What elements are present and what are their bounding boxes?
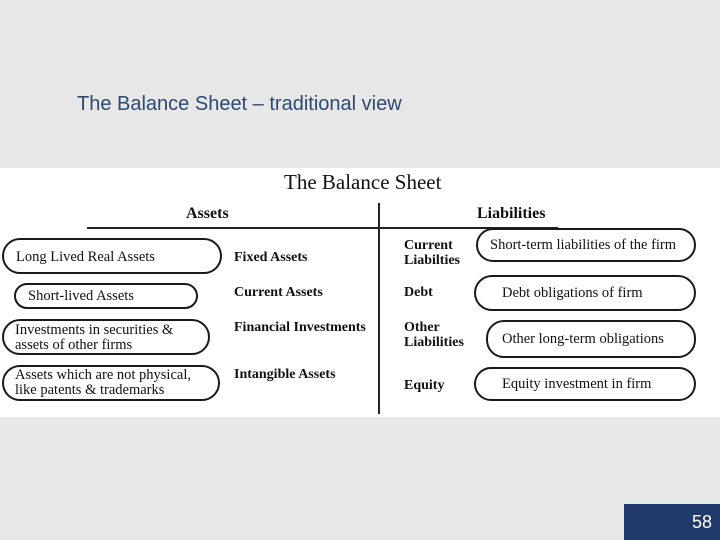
left-item-text: like patents & trademarks: [15, 382, 165, 398]
right-item-text: Short-term liabilities of the firm: [490, 237, 677, 253]
liability-category: Equity: [404, 378, 445, 393]
asset-category: Current Assets: [234, 285, 323, 300]
page-number: 58: [691, 512, 712, 532]
right-item-text: Equity investment in firm: [502, 376, 652, 392]
right-item-pill: [486, 320, 696, 358]
balance-sheet-figure: [0, 168, 720, 417]
left-item-text: Short-lived Assets: [28, 288, 134, 304]
left-item-text: Long Lived Real Assets: [16, 249, 155, 265]
asset-category: Financial Investments: [234, 320, 366, 335]
right-item-pill: [474, 367, 696, 401]
right-item-text: Debt obligations of firm: [502, 285, 643, 301]
right-item-text: Other long-term obligations: [502, 331, 664, 347]
asset-category: Intangible Assets: [234, 367, 336, 382]
page-number-badge: [624, 504, 720, 540]
liability-category: Other: [404, 320, 440, 335]
liability-category: Debt: [404, 285, 433, 300]
left-item-pill: [2, 238, 222, 274]
center-divider: [378, 203, 380, 414]
slide-title: The Balance Sheet – traditional view: [77, 93, 402, 115]
liability-category: Liabilities: [404, 335, 464, 350]
assets-header: Assets: [186, 205, 229, 222]
figure-title: The Balance Sheet: [284, 170, 442, 194]
right-item-pill: [476, 228, 696, 262]
left-item-pill: [14, 283, 198, 309]
left-item-text: Assets which are not physical,: [15, 367, 191, 383]
left-item-pill: [2, 319, 210, 355]
asset-category: Fixed Assets: [234, 250, 308, 265]
right-item-pill: [474, 275, 696, 311]
liability-category: Current: [404, 238, 453, 253]
left-item-text: Investments in securities &: [15, 322, 174, 338]
liabilities-header: Liabilities: [477, 205, 546, 222]
liability-category: Liabilties: [404, 253, 461, 268]
left-item-pill: [2, 365, 220, 401]
left-item-text: assets of other firms: [15, 337, 133, 353]
